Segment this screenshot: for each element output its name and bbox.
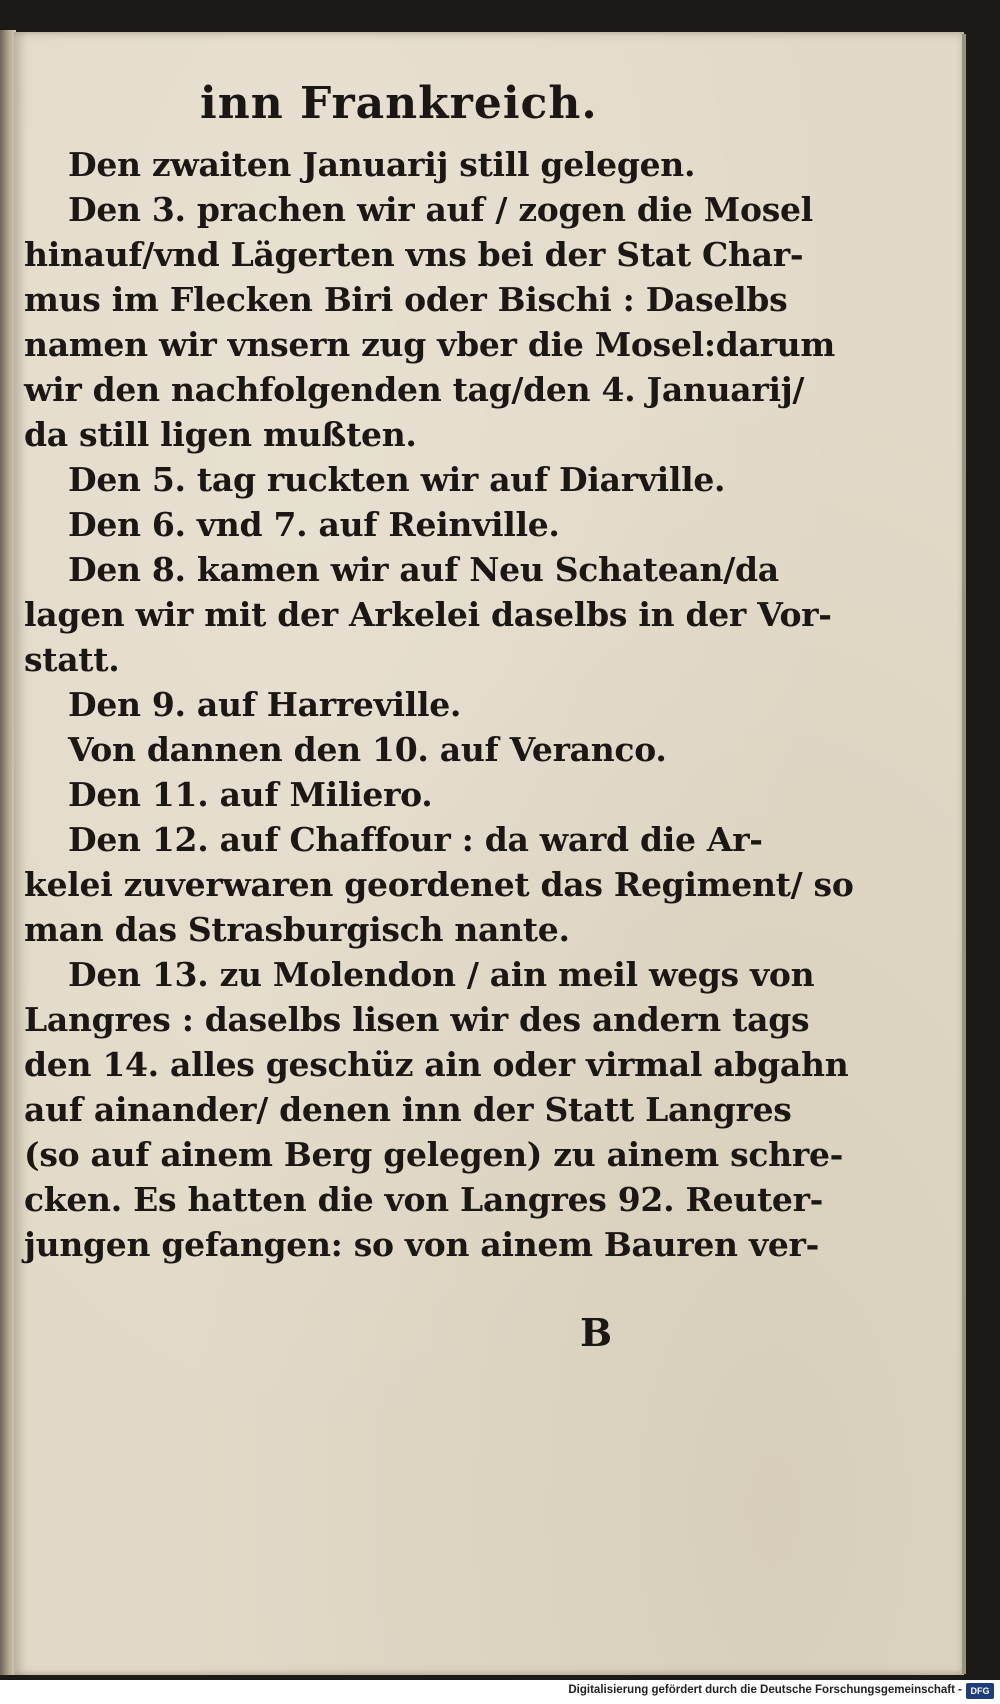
digitization-footer bbox=[0, 1680, 1000, 1704]
text-line: auf ainander/ denen inn der Statt Langres bbox=[24, 1090, 792, 1129]
text-line: lagen wir mit der Arkelei daselbs in der Vor- bbox=[24, 595, 832, 634]
page-outer-edge bbox=[962, 34, 966, 1674]
text-line: Den zwaiten Januarij still gelegen. bbox=[68, 145, 696, 184]
text-line: Den 6. vnd 7. auf Reinville. bbox=[68, 505, 560, 544]
text-line: den 14. alles geschüz ain oder virmal abgahn bbox=[24, 1045, 849, 1084]
text-line: statt. bbox=[24, 640, 120, 679]
funding-credit: Digitalisierung gefördert durch die Deutsche Forschungsgemeinschaft - bbox=[568, 1684, 962, 1696]
text-line: Von dannen den 10. auf Veranco. bbox=[68, 730, 667, 769]
text-line: Den 3. prachen wir auf / zogen die Mosel bbox=[68, 190, 813, 229]
text-line: da still ligen mußten. bbox=[24, 415, 417, 454]
body-text bbox=[24, 142, 854, 1267]
text-line: Den 8. kamen wir auf Neu Schatean/da bbox=[68, 550, 779, 589]
text-line: Den 13. zu Molendon / ain meil wegs von bbox=[68, 955, 815, 994]
text-line: kelei zuverwaren geordenet das Regiment/ so bbox=[24, 865, 854, 904]
text-line: namen wir vnsern zug vber die Mosel:darum bbox=[24, 325, 835, 364]
catchword: B bbox=[580, 1310, 613, 1355]
text-line: (so auf ainem Berg gelegen) zu ainem schre- bbox=[24, 1135, 844, 1174]
text-line: Den 12. auf Chaffour : da ward die Ar- bbox=[68, 820, 763, 859]
text-line: cken. Es hatten die von Langres 92. Reuter- bbox=[24, 1180, 824, 1219]
text-line: Den 9. auf Harreville. bbox=[68, 685, 462, 724]
text-line: wir den nachfolgenden tag/den 4. Januarij/ bbox=[24, 370, 805, 409]
text-line: Den 11. auf Miliero. bbox=[68, 775, 433, 814]
dfg-logo: DFG bbox=[966, 1683, 994, 1699]
running-head: inn Frankreich. bbox=[200, 78, 598, 129]
text-line: jungen gefangen: so von ainem Bauren ver- bbox=[24, 1225, 819, 1264]
text-line: mus im Flecken Biri oder Bischi : Daselbs bbox=[24, 280, 788, 319]
text-line: hinauf/vnd Lägerten vns bei der Stat Char- bbox=[24, 235, 804, 274]
text-line: Den 5. tag ruckten wir auf Diarville. bbox=[68, 460, 726, 499]
text-line: man das Strasburgisch nante. bbox=[24, 910, 570, 949]
text-line: Langres : daselbs lisen wir des andern tags bbox=[24, 1000, 810, 1039]
